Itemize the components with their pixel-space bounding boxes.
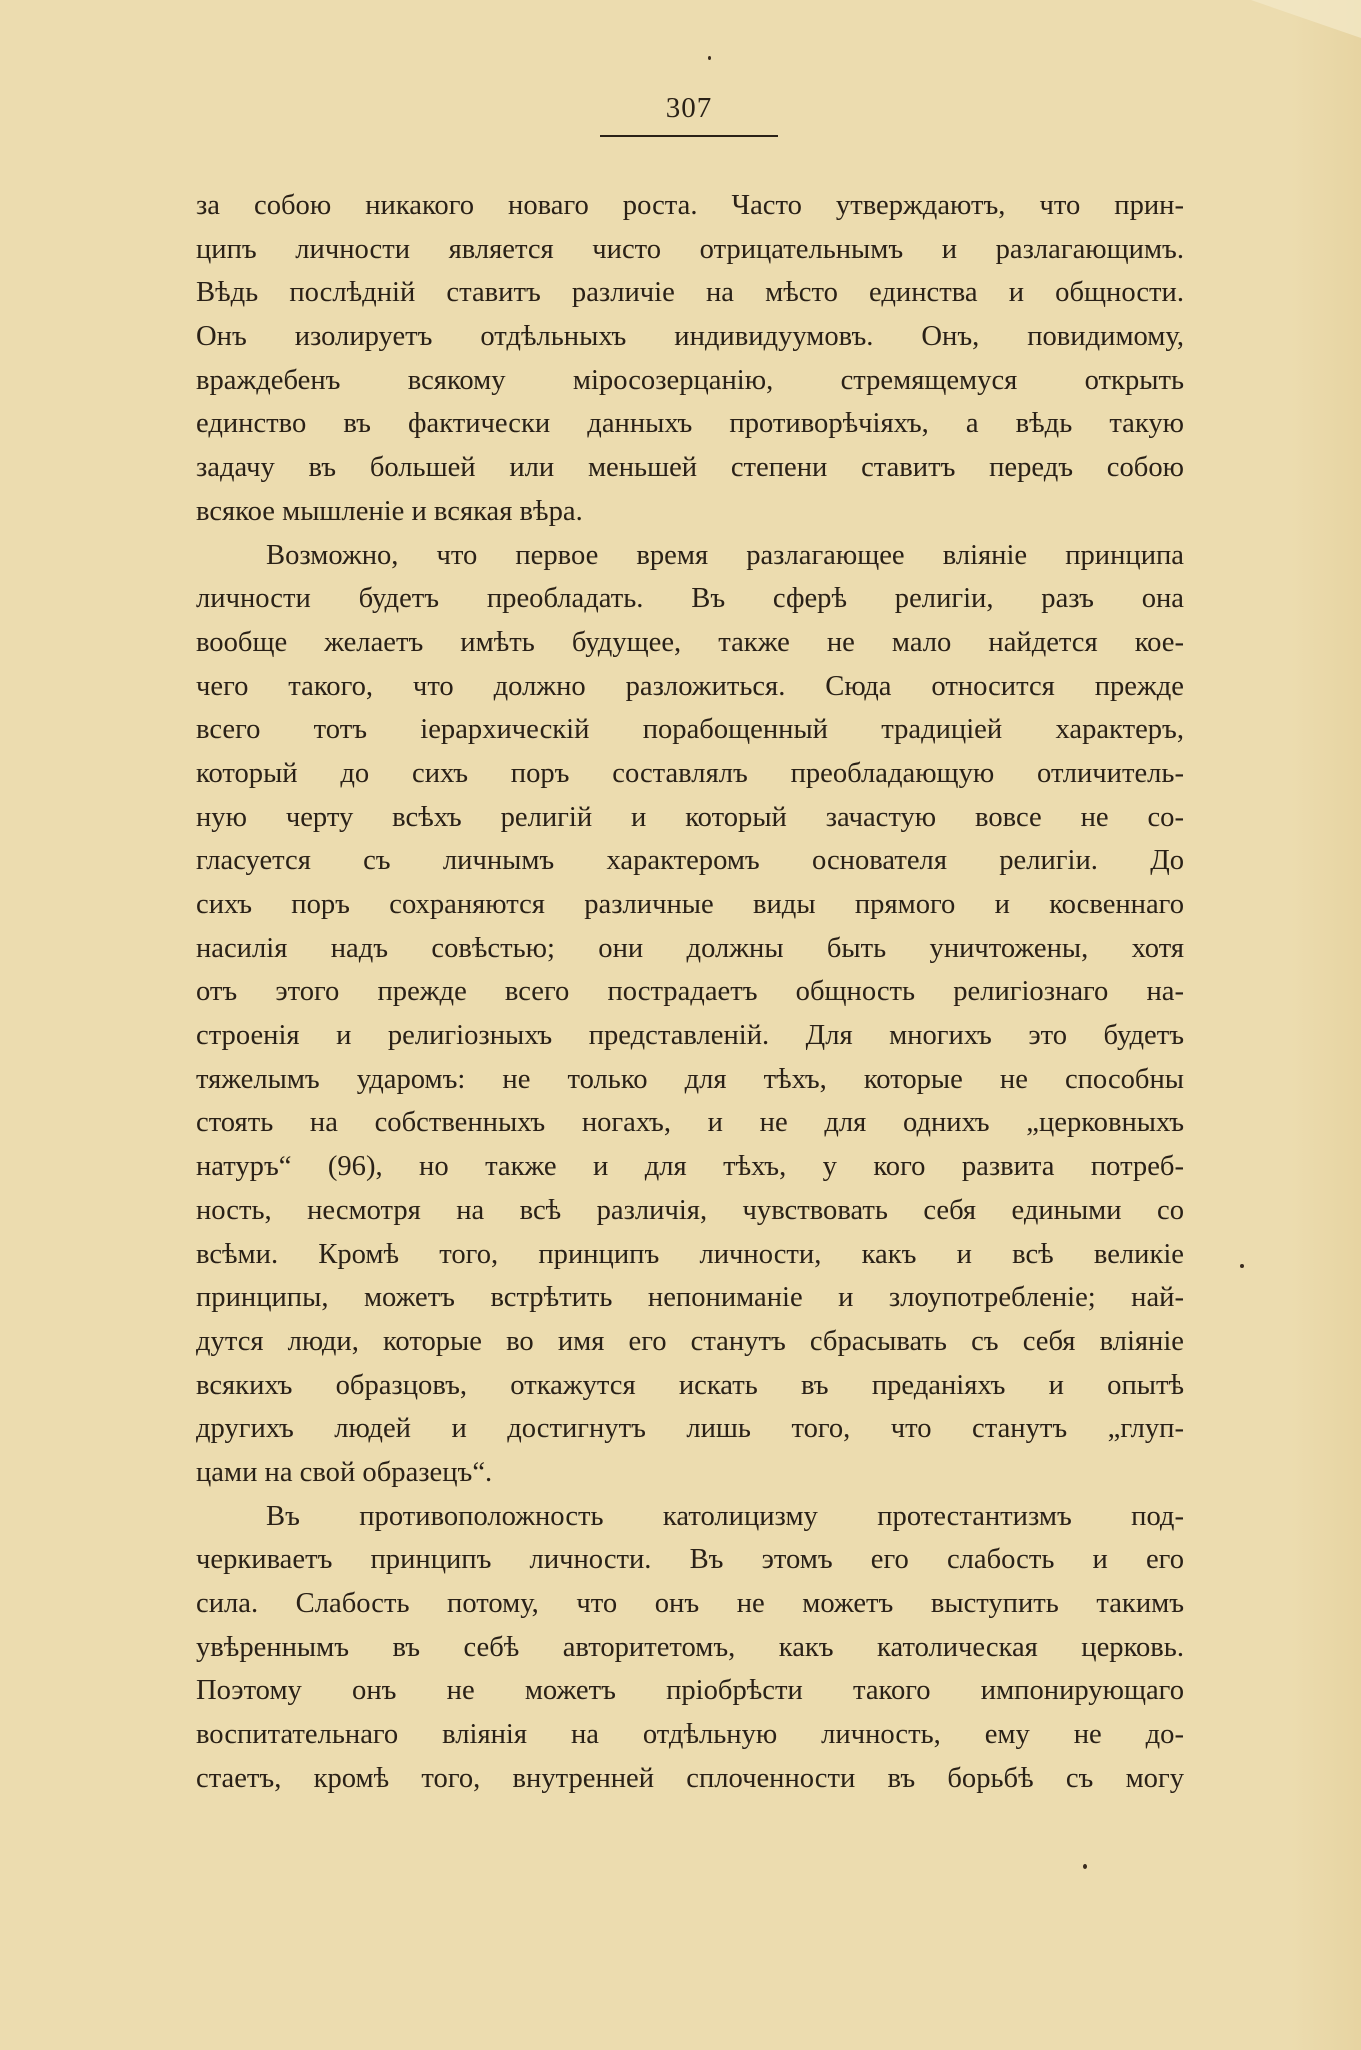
text-line: стоять на собственныхъ ногахъ, и не для однихъ „церковныхъ [196,1107,1184,1139]
paragraph-1 [196,184,1184,534]
ink-speck [1240,1264,1244,1268]
text-line: Въ противоположность католицизму протестантизмъ под- [266,1500,1184,1532]
text-line: сила. Слабость потому, что онъ не можетъ выступить такимъ [196,1588,1184,1619]
text-line: натуръ“ (96), но также и для тѣхъ, у кого развита потреб- [196,1151,1184,1183]
text-line: за собою никакого новаго роста. Часто утверждаютъ, что прин- [196,190,1184,221]
text-line: Вѣдь послѣднiй ставитъ различiе на мѣсто единства и общности. [196,277,1184,309]
text-line: который до сихъ поръ составлялъ преобладающую отличитель- [196,757,1184,789]
text-line: другихъ людей и достигнутъ лишь того, что станутъ „глуп- [196,1413,1184,1445]
text-line: принципы, можетъ встрѣтить непониманiе и злоупотребленiе; най- [196,1282,1184,1314]
text-line: отъ этого прежде всего пострадаетъ общность религiознаго на- [196,976,1184,1008]
text-line: всякое мышленiе и всякая вѣра. [196,495,583,527]
page-header [600,94,778,137]
body-text [196,184,1184,1800]
text-line: сихъ поръ сохраняются различные виды прямого и косвеннаго [196,889,1184,920]
text-line: строенiя и религiозныхъ представленiй. Для многихъ это будетъ [196,1020,1184,1052]
text-line: личности будетъ преобладать. Въ сферѣ религiи, разъ она [196,583,1184,615]
text-line: стаетъ, кромѣ того, внутренней сплоченности въ борьбѣ съ могу [196,1762,1184,1794]
text-line: насилiя надъ совѣстью; они должны быть уничтожены, хотя [196,932,1184,964]
text-line: воспитательнаго влiянiя на отдѣльную личность, ему не до- [196,1719,1184,1751]
paragraph-3 [196,1495,1184,1801]
text-line: вообще желаетъ имѣть будущее, также не мало найдется кое- [196,626,1184,658]
text-line: увѣреннымъ въ себѣ авторитетомъ, какъ католическая церковь. [196,1631,1184,1663]
text-line: Поэтому онъ не можетъ прiобрѣсти такого импонирующаго [196,1675,1184,1707]
text-line: ную черту всѣхъ религiй и который зачастую вовсе не со- [196,801,1184,833]
text-line: задачу въ большей или меньшей степени ставитъ передъ собою [196,452,1184,484]
text-line: цами на свой образецъ“. [196,1456,493,1488]
text-line: единство въ фактически данныхъ противорѣчiяхъ, а вѣдь такую [196,408,1184,440]
text-line: ность, несмотря на всѣ различiя, чувствовать себя едиными со [196,1194,1184,1226]
paragraph-2 [196,534,1184,1495]
text-line: всѣми. Кромѣ того, принципъ личности, какъ и всѣ великiе [196,1238,1184,1270]
ink-speck [1083,1864,1087,1869]
text-line: гласуется съ личнымъ характеромъ основателя религiи. До [196,845,1184,877]
text-line: всякихъ образцовъ, откажутся искать въ преданiяхъ и опытѣ [196,1369,1184,1401]
page-number-rule [600,135,778,137]
text-line: всего тотъ iерархическiй порабощенный традицiей характеръ, [196,714,1184,746]
text-line: Онъ изолируетъ отдѣльныхъ индивидуумовъ. Онъ, повидимому, [196,321,1184,353]
text-line: дутся люди, которые во имя его станутъ сбрасывать съ себя влiянiе [196,1325,1184,1357]
text-line: чего такого, что должно разложиться. Сюда относится прежде [196,670,1184,702]
page-edge-shadow [1291,0,1361,2050]
text-line: Возможно, что первое время разлагающее влiянiе принципа [266,539,1184,571]
page-number: 307 [665,92,713,124]
text-line: враждебенъ всякому мiросозерцанiю, стремящемуся открыть [196,364,1184,396]
text-line: ципъ личности является чисто отрицательнымъ и разлагающимъ. [196,233,1184,265]
ink-speck [708,56,711,60]
text-line: черкиваетъ принципъ личности. Въ этомъ его слабость и его [196,1544,1184,1576]
page-corner-fold [1251,0,1361,38]
text-line: тяжелымъ ударомъ: не только для тѣхъ, которые не способны [196,1063,1184,1095]
